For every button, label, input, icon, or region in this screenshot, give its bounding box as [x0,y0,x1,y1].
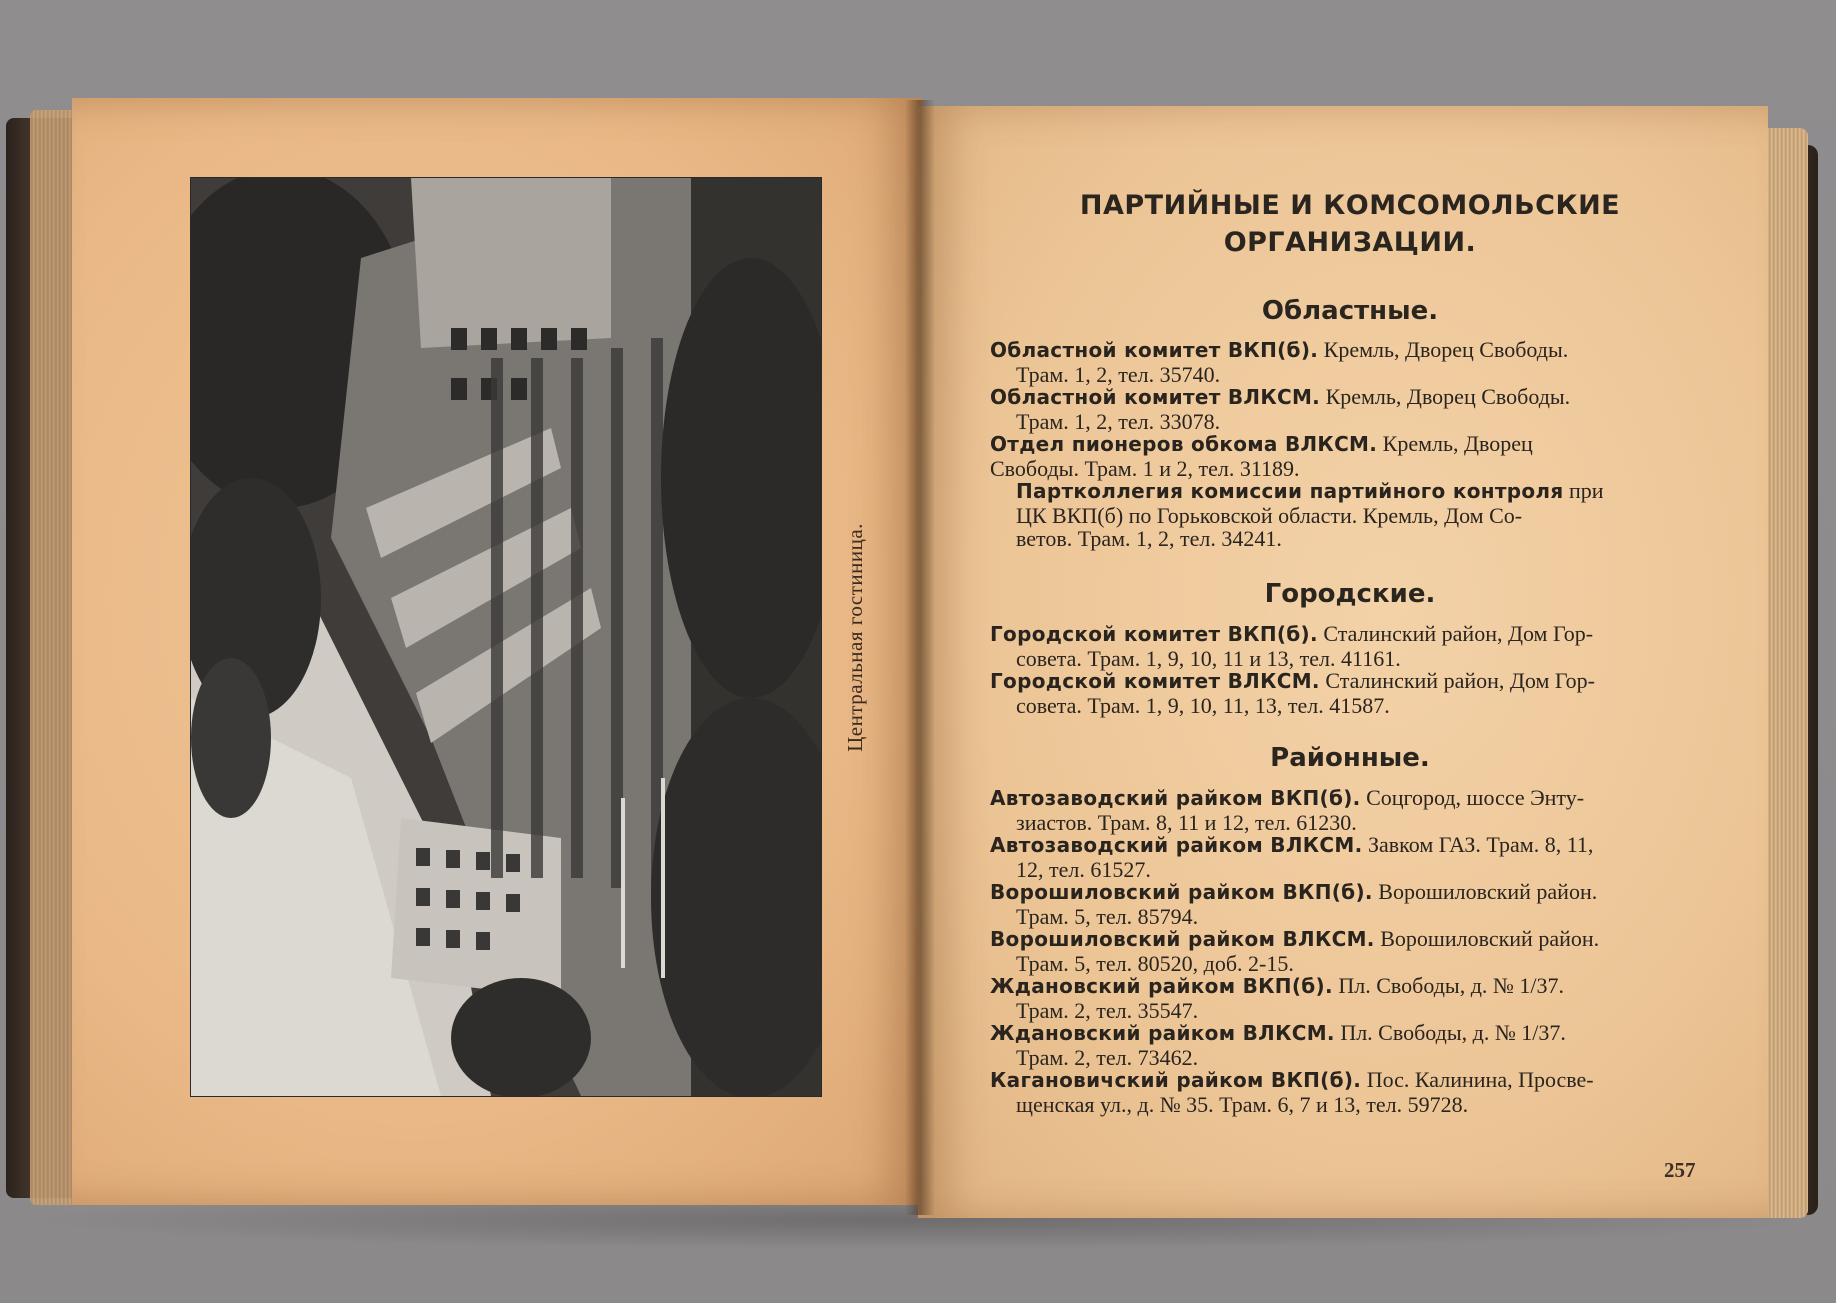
list-item [990,432,1702,480]
org-name: Городской комитет ВЛКСМ. [990,669,1320,693]
list-item [990,385,1702,433]
org-name: Автозаводский райком ВЛКСМ. [990,833,1363,857]
list-item [990,833,1702,881]
org-contact: зиастов. Трам. 8, 11 и 12, тел. 61230. [1016,809,1357,835]
org-name: Областной комитет ВКП(б). [990,338,1319,362]
list-item [990,1021,1702,1069]
section-title: Областные. [1261,296,1439,326]
list-item [990,338,1702,386]
org-name: Ворошиловский райком ВЛКСМ. [990,927,1375,951]
org-name: Городской комитет ВКП(б). [990,622,1318,646]
org-contact: Трам. 2, тел. 35547. [1016,997,1199,1023]
book-gutter [905,100,935,1215]
heading-line-2: ОРГАНИЗАЦИИ. [1223,227,1477,258]
list-item [990,622,1702,670]
org-address: Пл. Свободы, д. № 1/37. [1340,1020,1566,1045]
org-contact: Трам. 5, тел. 80520, доб. 2-15. [1016,950,1294,976]
org-address: при [1569,478,1604,503]
org-address: Кремль, Дворец Свободы. [1323,337,1569,362]
org-contact: щенская ул., д. № 35. Трам. 6, 7 и 13, тел. 59728. [1016,1091,1469,1117]
org-name: Ждановский райком ВЛКСМ. [990,1021,1335,1045]
org-name: Кагановичский райком ВКП(б). [990,1068,1362,1092]
org-name: Партколлегия комиссии партийного контроля [1016,479,1564,503]
photo-caption [832,505,878,770]
org-contact: Трам. 5, тел. 85794. [1016,903,1199,929]
org-address: Сталинский район, Дом Гор- [1323,621,1594,646]
list-item [990,880,1702,928]
org-name: Ждановский райком ВКП(б). [990,974,1333,998]
org-address: Завком ГАЗ. Трам. 8, 11, [1368,832,1594,857]
org-address: Соцгород, шоссе Энту- [1366,785,1585,810]
list-item [990,1068,1702,1116]
org-contact: ЦК ВКП(б) по Горьковской области. Кремль, Дом Со- [1016,502,1523,528]
page-heading [1000,187,1700,261]
heading-line-1: ПАРТИЙНЫЕ И КОМСОМОЛЬСКИЕ [1079,190,1621,221]
org-contact-2: ветов. Трам. 1, 2, тел. 34241. [1016,526,1282,551]
org-name: Ворошиловский райком ВКП(б). [990,880,1373,904]
org-address: Кремль, Дворец [1382,431,1533,456]
org-contact: совета. Трам. 1, 9, 10, 11, 13, тел. 41587. [1016,692,1390,718]
org-name: Отдел пионеров обкома ВЛКСМ. [990,432,1378,456]
list-item [990,786,1702,834]
org-address: Ворошиловский район. [1380,926,1600,951]
org-address: Ворошиловский район. [1378,879,1598,904]
section-title: Районные. [1270,743,1430,773]
org-contact: Свободы. Трам. 1 и 2, тел. 31189. [990,455,1300,481]
org-name: Автозаводский райком ВКП(б). [990,786,1361,810]
org-address: Сталинский район, Дом Гор- [1325,668,1595,693]
hotel-photo [190,177,822,1097]
list-item [990,669,1702,717]
org-contact: Трам. 2, тел. 73462. [1016,1044,1199,1070]
org-address: Кремль, Дворец Свободы. [1325,384,1571,409]
org-contact: Трам. 1, 2, тел. 35740. [1016,361,1221,387]
list-item [990,974,1702,1022]
page-number: 257 [1664,1158,1696,1182]
org-address: Пл. Свободы, д. № 1/37. [1338,973,1564,998]
section-title: Городские. [1264,579,1436,609]
org-name: Областной комитет ВЛКСМ. [990,385,1321,409]
org-contact: 12, тел. 61527. [1016,856,1151,882]
list-item [990,479,1702,551]
org-address: Пос. Калинина, Просве- [1366,1067,1594,1092]
list-item [990,927,1702,975]
org-contact: совета. Трам. 1, 9, 10, 11 и 13, тел. 41161. [1016,645,1401,671]
org-contact: Трам. 1, 2, тел. 33078. [1016,408,1221,434]
caption-text: Центральная гостиница. [842,523,867,752]
